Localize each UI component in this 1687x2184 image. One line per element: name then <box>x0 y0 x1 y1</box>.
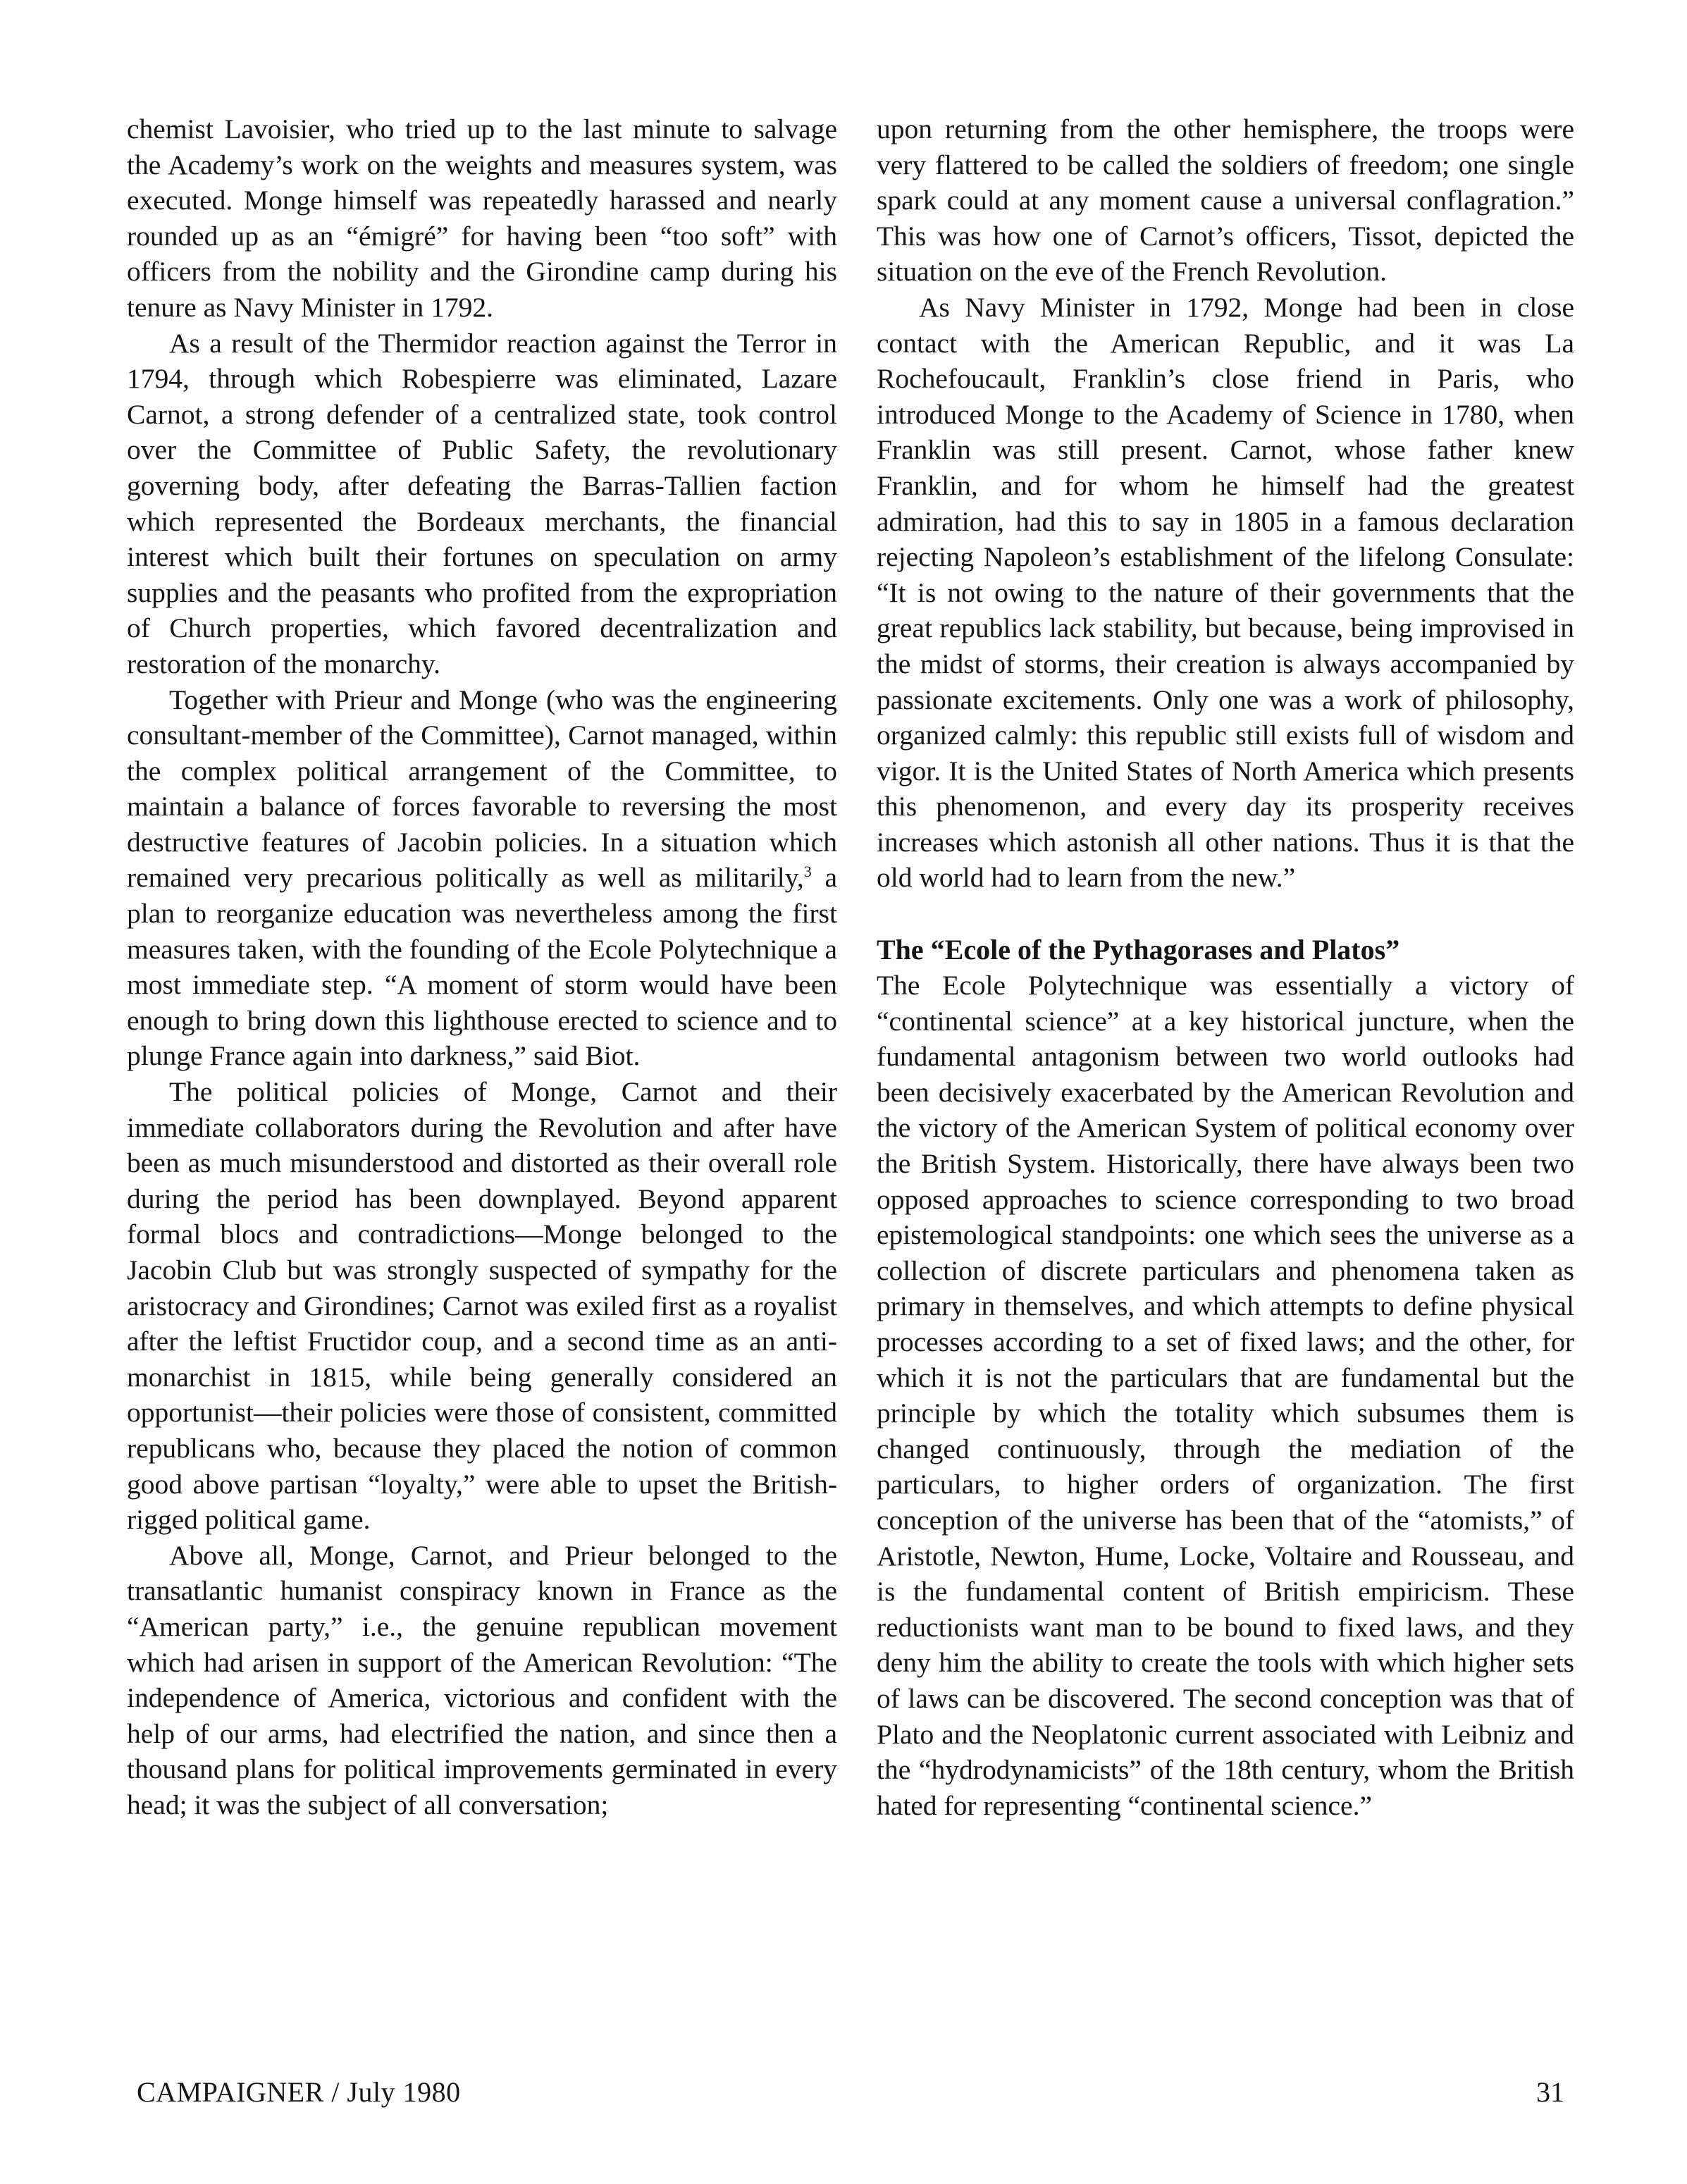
paragraph: upon returning from the other hemisphere, the troops were very flattered to be called the soldiers of freedom; one single spark could at any moment cause a universal conflagration.” This was how one of Carnot’s officers, Tissot, depicted the situation on the eve of the French Revolution. <box>877 113 1574 288</box>
page-number: 31 <box>1536 2076 1564 2108</box>
paragraph: chemist Lavoisier, who tried up to the last minute to salvage the Academy’s work on the weights and measures system, was executed. Monge himself was repeatedly harassed and nearly rounded up as an “émigré” for having been “too soft” with officers from the nobility and the Girondine camp during his tenure as Navy Minister in 1792. <box>127 113 837 323</box>
paragraph: As a result of the Thermidor reaction against the Terror in 1794, through which Robespierre was eliminated, Lazare Carnot, a strong defender of a centralized state, took control over the Committee of Public Safety, the revolutionary governing body, after defeating the Barras-Tallien faction which represented the Bordeaux merchants, the financial interest which built their fortunes on speculation on army supplies and the peasants who profited from the expropriation of Church properties, which favored decentralization and restoration of the monarchy. <box>127 327 837 679</box>
paragraph: As Navy Minister in 1792, Monge had been in close contact with the American Republic, and it was La Rochefoucault, Franklin’s close friend in Paris, who introduced Monge to the Academy of Science in 1780, when Franklin was still present. Carnot, whose father knew Franklin, and for whom he himself had the greatest admiration, had this to say in 1805 in a famous declaration rejecting Napoleon’s establishment of the lifelong Consulate: “It is not owing to the nature of their governments that the great republics lack stability, but because, being improvised in the midst of storms, their creation is always accompanied by passionate excitements. Only one was a work of philosophy, organized calmly: this republic still exists full of wisdom and vigor. It is the United States of North America which presents this phenomenon, and every day its prosperity receives increases which astonish all other nations. Thus it is that the old world had to learn from the new.” <box>877 291 1574 894</box>
right-column <box>877 111 1574 1823</box>
paragraph: The political policies of Monge, Carnot and their immediate collaborators during the Revolution and after have been as much misunderstood and distorted as their overall role during the period has been downplayed. Beyond apparent formal blocs and contradictions—Monge belonged to the Jacobin Club but was strongly suspected of sympathy for the aristocracy and Girondines; Carnot was exiled first as a royalist after the leftist Fructidor coup, and a second time as an anti-monarchist in 1815, while being generally considered an opportunist—their policies were those of consistent, committed republicans who, because they placed the notion of common good above partisan “loyalty,” were able to upset the British-rigged political game. <box>127 1076 837 1536</box>
footnote-marker: 3 <box>803 863 812 881</box>
paragraph-text: Together with Prieur and Monge (who was the engineering consultant-member of the Committee), Carnot managed, within the complex political arrangement of the Committee, to maintain a balance of forces favorable to reversing the most destructive features of Jacobin policies. In a situation which remained very precarious politically as well as militarily, <box>127 684 837 894</box>
paragraph: The Ecole Polytechnique was essentially a victory of “continental science” at a key historical juncture, when the fundamental antagonism between two world outlooks had been decisively exacerbated by the American Revolution and the victory of the American System of political economy over the British System. Historically, there have always been two opposed approaches to science corresponding to two broad epistemological standpoints: one which sees the universe as a collection of discrete particulars and phenomena taken as primary in themselves, and which attempts to define physical processes according to a set of fixed laws; and the other, for which it is not the particulars that are fundamental but the principle by which the totality which subsumes them is changed continuously, through the mediation of the particulars, to higher orders of organization. The first conception of the universe has been that of the “atomists,” of Aristotle, Newton, Hume, Locke, Voltaire and Rousseau, and is the fundamental content of British empiricism. These reductionists want man to be bound to fixed laws, and they deny him the ability to create the tools with which higher sets of laws can be discovered. The second conception was that of Plato and the Neoplatonic current associated with Leibniz and the “hydrodynamicists” of the 18th century, whom the British hated for representing “continental science.” <box>877 970 1574 1821</box>
paragraph-text: a plan to reorganize education was nevertheless among the first measures taken, with the founding of the Ecole Polytechnique a most immediate step. “A moment of storm would have been enough to bring down this lighthouse erected to science and to plunge France again into darkness,” said Biot. <box>127 862 837 1072</box>
section-heading: The “Ecole of the Pythagorases and Platos” <box>877 934 1400 966</box>
paragraph: Above all, Monge, Carnot, and Prieur belonged to the transatlantic humanist conspiracy known in France as the “American party,” i.e., the genuine republican movement which had arisen in support of the American Revolution: “The independence of America, victorious and confident with the help of our arms, had electrified the nation, and since then a thousand plans for political improvements germinated in every head; it was the subject of all conversation; <box>127 1539 837 1820</box>
paragraph <box>127 682 837 1075</box>
left-column <box>127 111 837 1823</box>
publication-footer: CAMPAIGNER / July 1980 <box>137 2076 461 2108</box>
